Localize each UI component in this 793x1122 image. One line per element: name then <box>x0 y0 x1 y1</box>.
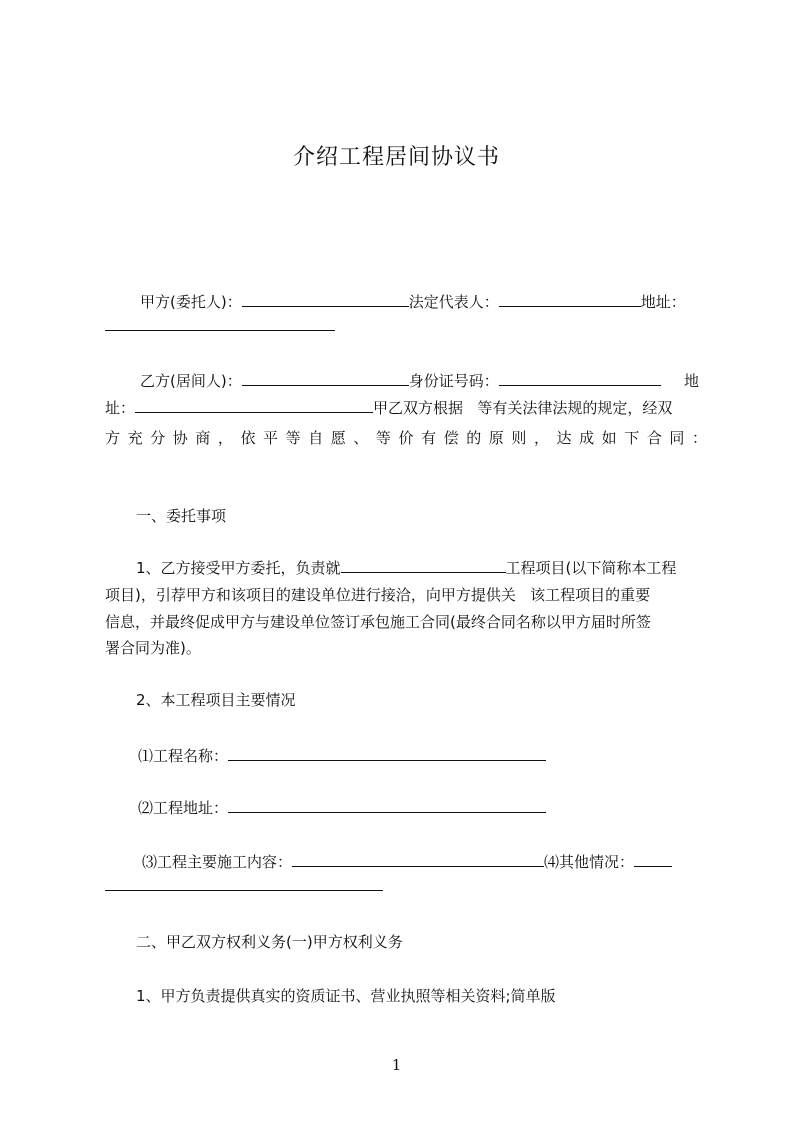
party-a-line <box>140 292 686 312</box>
party-a-address-line <box>105 316 335 336</box>
section2-p1: 1、甲方负责提供真实的资质证书、营业执照等相关资料;简单版 <box>136 987 556 1005</box>
party-b-address-label-1: 地 <box>684 372 700 390</box>
project-content-blank <box>292 852 544 867</box>
project-name-blank <box>341 558 506 573</box>
project-other-blank-2 <box>105 876 383 891</box>
project-content-line <box>142 852 672 872</box>
project-address-label: ⑵工程地址： <box>138 799 229 817</box>
party-a-rep-blank <box>499 292 641 307</box>
party-b-address-label-2: 址： <box>105 399 136 417</box>
party-b-line <box>140 371 661 391</box>
section1-p1-line3: 信息，并最终促成甲方与建设单位签订承包施工合同(最终合同名称以甲方届时所签 <box>105 613 651 631</box>
section1-p1-line4: 署合同为准)。 <box>105 639 201 657</box>
party-a-name-blank <box>242 292 409 307</box>
project-other-blank-1 <box>634 852 672 867</box>
page-number: 1 <box>391 1056 402 1074</box>
party-a-address-label: 地址： <box>640 293 686 311</box>
project-address-line <box>138 798 546 818</box>
section1-p2-heading: 2、本工程项目主要情况 <box>136 691 296 709</box>
project-other-line <box>105 876 383 896</box>
party-b-id-blank <box>499 371 661 386</box>
project-name-label: ⑴工程名称： <box>138 747 229 765</box>
party-b-intro-tail: 甲乙双方根据 等有关法律法规的规定，经双 <box>373 399 673 417</box>
party-b-name-blank <box>242 371 409 386</box>
section1-p1-line2: 项目)，引荐甲方和该项目的建设单位进行接洽，向甲方提供关 该工程项目的重要 <box>105 586 651 604</box>
project-name-field-blank <box>228 746 546 761</box>
party-b-address-line <box>105 398 672 418</box>
party-a-address-blank <box>105 316 335 331</box>
section1-heading: 一、委托事项 <box>136 507 227 525</box>
party-a-label: 甲方(委托人)： <box>140 293 242 311</box>
party-a-rep-label: 法定代表人： <box>408 293 499 311</box>
section1-p1-line1 <box>136 558 676 578</box>
project-other-label: ⑷其他情况： <box>544 853 635 871</box>
party-b-intro-line: 方充分协商，依平等自愿、等价有偿的原则，达成如下合同： <box>105 429 707 447</box>
party-b-label: 乙方(居间人)： <box>140 372 242 390</box>
document-title: 介绍工程居间协议书 <box>292 145 500 170</box>
project-name-line <box>138 746 546 766</box>
project-address-blank <box>228 798 546 813</box>
party-b-id-label: 身份证号码： <box>408 372 499 390</box>
section1-p1-line1-a: 1、乙方接受甲方委托，负责就 <box>136 559 341 577</box>
section2-heading: 二、甲乙双方权利义务(一)甲方权利义务 <box>136 933 403 951</box>
party-b-address-blank <box>135 398 373 413</box>
project-content-label: ⑶工程主要施工内容： <box>142 853 293 871</box>
section1-p1-line1-b: 工程项目(以下简称本工程 <box>505 559 677 577</box>
